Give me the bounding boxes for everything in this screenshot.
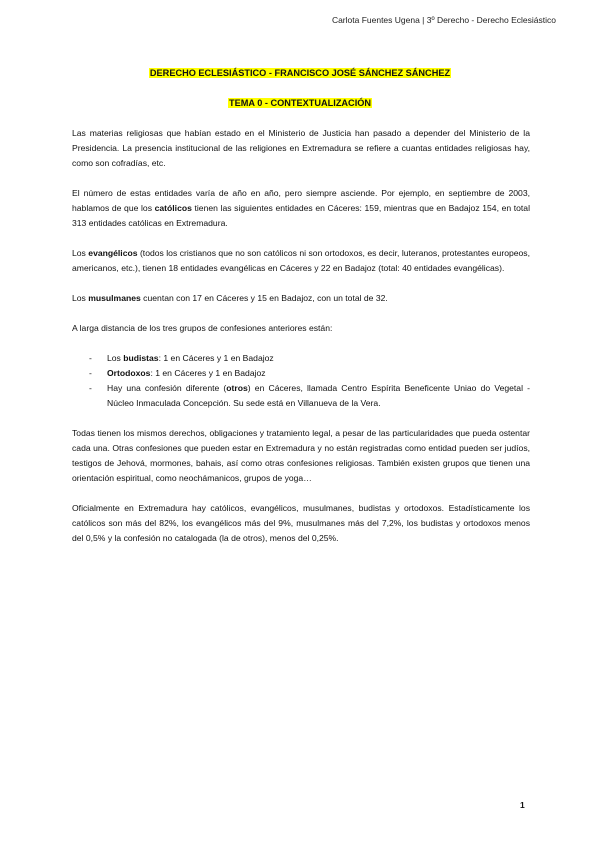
paragraph-evangelicals bbox=[72, 246, 530, 276]
paragraph-text: cuentan con 17 en Cáceres y 15 en Badajoz, con un total de 32. bbox=[140, 293, 388, 303]
page-header: Carlota Fuentes Ugena | 3º Derecho - Derecho Eclesiástico bbox=[331, 15, 556, 25]
paragraph-ministry: Las materias religiosas que habían estado en el Ministerio de Justicia han pasado a depender del Ministerio de la Presidencia. La presencia institucional de las religiones en Extremadura se refiere a cuantas entidades religiosas hay, como son cofradías, etc. bbox=[72, 128, 530, 168]
document-title-text: DERECHO ECLESIÁSTICO - FRANCISCO JOSÉ SÁNCHEZ SÁNCHEZ bbox=[149, 68, 451, 78]
paragraph-text: Los bbox=[72, 248, 89, 258]
list-item-otros bbox=[72, 381, 530, 411]
paragraph-catholics bbox=[72, 186, 530, 231]
section-title-text: TEMA 0 - CONTEXTUALIZACIÓN bbox=[228, 98, 372, 108]
list-item-ortodoxos bbox=[72, 366, 530, 381]
bold-term-catolicos: católicos bbox=[154, 203, 192, 213]
list-item-text: : 1 en Cáceres y 1 en Badajoz bbox=[150, 368, 266, 378]
paragraph-text: tienen las siguientes entidades en Cáceres: 159, mientras que en Badajoz 154, en total 313 entidades católicas en Extremadura. bbox=[72, 203, 530, 228]
paragraph-statistics: Oficialmente en Extremadura hay católicos, evangélicos, musulmanes, budistas y ortodoxos. Estadísticamente los católicos son más del 82%, los evangélicos más del 9%, musulmanes más del 7,2%, los budistas y ortodoxos menos del 0,5% y la confesión no catalogada (la de otros), menos del 0,25%. bbox=[72, 503, 530, 543]
paragraph-list-intro: A larga distancia de los tres grupos de confesiones anteriores están: bbox=[72, 323, 333, 333]
paragraph-text: Los bbox=[72, 293, 89, 303]
bold-term-otros: otros bbox=[226, 383, 248, 393]
document-title bbox=[0, 68, 600, 78]
paragraph-text: (todos los cristianos que no son católicos ni son ortodoxos, es decir, luteranos, protestantes europeos, americanos, etc.), tienen 18 entidades evangélicas en Cáceres y 22 en Badajoz (total: 40 entidades evangélicas). bbox=[72, 248, 530, 273]
list-item-budistas bbox=[72, 351, 530, 366]
bold-term-musulmanes: musulmanes bbox=[88, 293, 141, 303]
list-item-text: : 1 en Cáceres y 1 en Badajoz bbox=[158, 353, 274, 363]
bold-term-ortodoxos: Ortodoxos bbox=[107, 368, 151, 378]
bold-term-evangelicos: evangélicos bbox=[88, 248, 138, 258]
confession-list bbox=[72, 351, 530, 411]
paragraph-muslims bbox=[72, 291, 530, 306]
bold-term-budistas: budistas bbox=[123, 353, 159, 363]
list-item-text: Hay una confesión diferente ( bbox=[107, 383, 227, 393]
paragraph-rights: Todas tienen los mismos derechos, obligaciones y tratamiento legal, a pesar de las particularidades que pueda ostentar cada una. Otras confesiones que pueden estar en Extremadura y no están registradas como entidad pueden ser judíos, testigos de Jehová, mormones, bahais, así como otras confesiones religiosas. También existen grupos que tienen una orientación espiritual, como neochámanicos, grupos de yoga… bbox=[72, 428, 530, 483]
document-body bbox=[72, 126, 530, 561]
page-number: 1 bbox=[520, 800, 525, 810]
section-title bbox=[0, 98, 600, 108]
list-item-text: ) en Cáceres, llamada Centro Espírita Beneficente Uniao do Vegetal - Núcleo Inmaculada Concepción. Su sede está en Villanueva de la Vera. bbox=[107, 383, 530, 408]
paragraph-text: El número de estas entidades varía de año en año, pero siempre asciende. Por ejemplo, en septiembre de 2003, hablamos de que los bbox=[72, 188, 530, 213]
list-item-text: Los bbox=[107, 353, 124, 363]
